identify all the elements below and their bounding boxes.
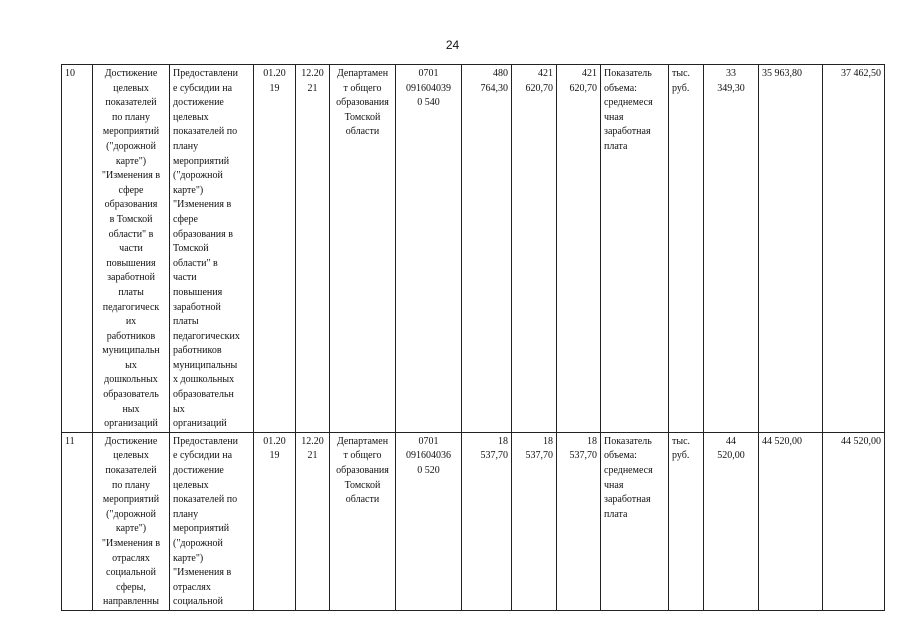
page-number: 24: [445, 38, 460, 52]
indicator-value-3: 44 520,00: [823, 432, 885, 610]
program-table: [61, 64, 885, 611]
table-row: [62, 65, 885, 433]
amount-cell-1: 480 764,30: [462, 65, 512, 433]
amount-cell-2: 421 620,70: [512, 65, 557, 433]
row-number: 10: [62, 65, 93, 433]
amount-cell-3: 18 537,70: [557, 432, 601, 610]
indicator-cell: Показатель объема: среднемеся чная заработная плата: [601, 65, 669, 433]
row-number: 11: [62, 432, 93, 610]
indicator-cell: Показатель объема: среднемеся чная заработная плата: [601, 432, 669, 610]
indicator-value-3: 37 462,50: [823, 65, 885, 433]
end-date-cell: 12.20 21: [296, 432, 330, 610]
start-date-cell: 01.20 19: [254, 432, 296, 610]
unit-cell: тыс. руб.: [669, 432, 704, 610]
action-cell: Предоставлени е субсидии на достижение целевых показателей по плану мероприятий ("дорожной карте") "Изменения в отраслях социальной: [170, 432, 254, 610]
table-row: [62, 432, 885, 610]
action-cell: Предоставлени е субсидии на достижение целевых показателей по плану мероприятий ("дорожной карте") "Изменения в сфере образования в Томской области" в части повышения заработной платы педагогических работников муниципальны х дошкольных образовательн ых организаций: [170, 65, 254, 433]
amount-cell-2: 18 537,70: [512, 432, 557, 610]
indicator-value-1: 33 349,30: [704, 65, 759, 433]
indicator-value-2: 35 963,80: [759, 65, 823, 433]
end-date-cell: 12.20 21: [296, 65, 330, 433]
executor-cell: Департамен т общего образования Томской области: [330, 65, 396, 433]
budget-code-cell: 0701 091604036 0 520: [396, 432, 462, 610]
indicator-value-2: 44 520,00: [759, 432, 823, 610]
executor-cell: Департамен т общего образования Томской области: [330, 432, 396, 610]
indicator-value-1: 44 520,00: [704, 432, 759, 610]
unit-cell: тыс. руб.: [669, 65, 704, 433]
start-date-cell: 01.20 19: [254, 65, 296, 433]
amount-cell-3: 421 620,70: [557, 65, 601, 433]
amount-cell-1: 18 537,70: [462, 432, 512, 610]
goal-cell: Достижение целевых показателей по плану мероприятий ("дорожной карте") "Изменения в отраслях социальной сферы, направленны: [93, 432, 170, 610]
budget-code-cell: 0701 091604039 0 540: [396, 65, 462, 433]
goal-cell: Достижение целевых показателей по плану мероприятий ("дорожной карте") "Изменения в сфере образования в Томской области" в части повышения заработной платы педагогическ их работников муниципальн ых дошкольных образователь ных организаций: [93, 65, 170, 433]
